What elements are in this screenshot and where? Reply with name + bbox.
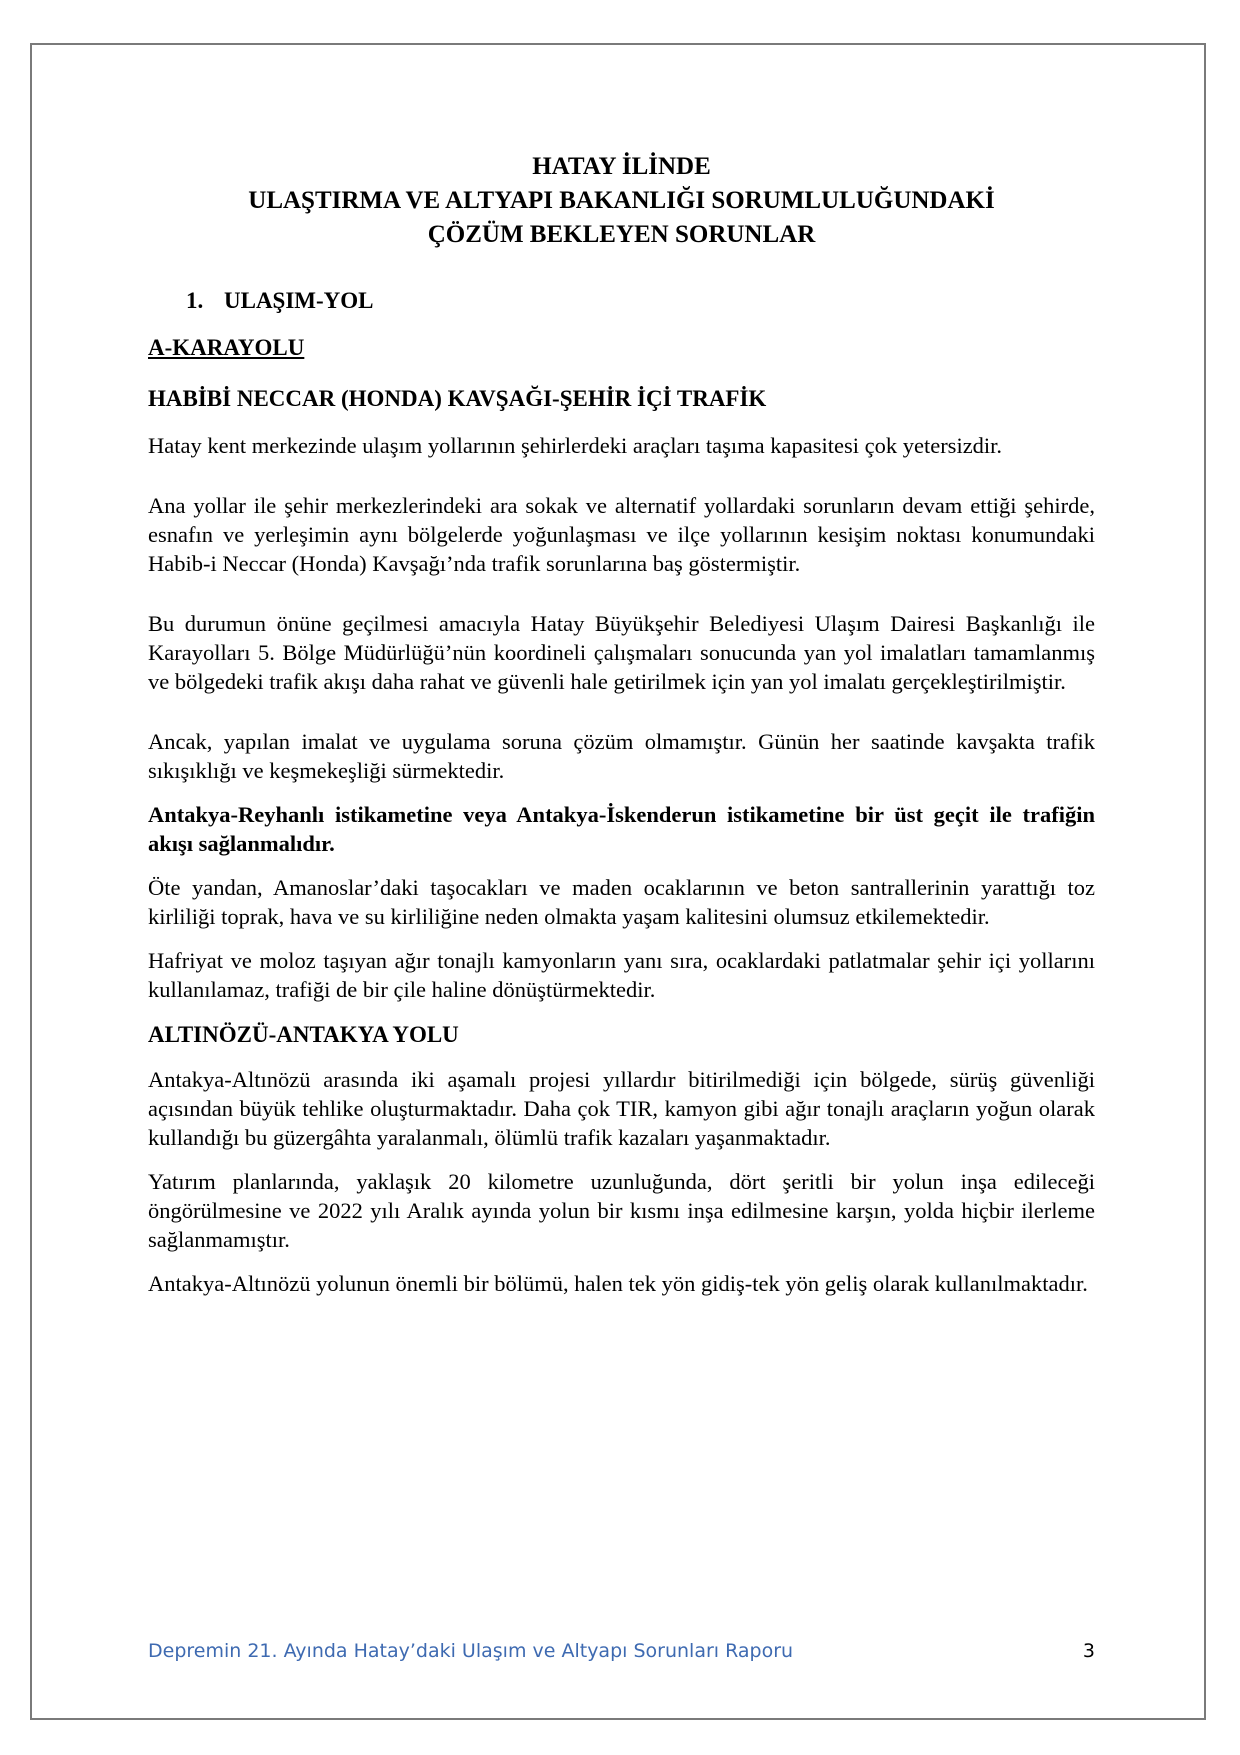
bold-recommendation: Antakya-Reyhanlı istikametine veya Antakya-İskenderun istikametine bir üst geçit ile trafiğin akışı sağlanmalıdır. <box>148 802 1095 856</box>
heading-honda-junction: HABİBİ NECCAR (HONDA) KAVŞAĞI-ŞEHİR İÇİ TRAFİK <box>148 386 767 411</box>
document-body <box>148 150 1095 1298</box>
paragraph: Yatırım planlarında, yaklaşık 20 kilometre uzunluğunda, dört şeritli bir yolun inşa edileceği öngörülmesine ve 2022 yılı Aralık ayında yolun bir kısmı inşa edilmesine karşın, yolda hiçbir ilerleme sağlanmamıştır. <box>148 1169 1095 1252</box>
paragraph: Hafriyat ve moloz taşıyan ağır tonajlı kamyonların yanı sıra, ocaklardaki patlatmalar şehir içi yollarını kullanılamaz, trafiği de bir çile haline dönüştürmektedir. <box>148 948 1095 1002</box>
subsection-heading: A-KARAYOLU <box>148 335 305 360</box>
footer-title: Depremin 21. Ayında Hatay’daki Ulaşım ve Altyapı Sorunları Raporu <box>148 1640 794 1662</box>
title-line-2: ULAŞTIRMA VE ALTYAPI BAKANLIĞI SORUMLULUĞUNDAKİ <box>248 187 995 214</box>
section-label: ULAŞIM-YOL <box>224 288 374 313</box>
paragraph: Ancak, yapılan imalat ve uygulama soruna çözüm olmamıştır. Günün her saatinde kavşakta trafik sıkışıklığı ve keşmekeşliği sürmektedir. <box>148 729 1095 783</box>
title-line-1: HATAY İLİNDE <box>532 153 711 180</box>
paragraph: Öte yandan, Amanoslar’daki taşocakları ve maden ocaklarının ve beton santrallerinin yarattığı toz kirliliği toprak, hava ve su kirliliğine neden olmakta yaşam kalitesini olumsuz etkilemektedir. <box>148 875 1095 929</box>
title-line-3: ÇÖZÜM BEKLEYEN SORUNLAR <box>427 221 816 248</box>
heading-altinozu-road: ALTINÖZÜ-ANTAKYA YOLU <box>148 1022 459 1047</box>
section-heading <box>186 286 1095 315</box>
paragraph: Ana yollar ile şehir merkezlerindeki ara sokak ve alternatif yollardaki sorunların devam ettiği şehirde, esnafın ve yerleşimin aynı bölgelerde yoğunlaşması ve ilçe yollarının kesişim noktası konumundaki Habib-i Neccar (Honda) Kavşağı’nda trafik sorunlarına baş göstermiştir. <box>148 493 1095 576</box>
paragraph: Antakya-Altınözü arasında iki aşamalı projesi yıllardır bitirilmediği için bölgede, sürüş güvenliği açısından büyük tehlike oluşturmaktadır. Daha çok TIR, kamyon gibi ağır tonajlı araçların yoğun olarak kullandığı bu güzergâhta yaralanmalı, ölümlü trafik kazaları yaşanmaktadır. <box>148 1067 1095 1150</box>
paragraph: Bu durumun önüne geçilmesi amacıyla Hatay Büyükşehir Belediyesi Ulaşım Dairesi Başkanlığı ile Karayolları 5. Bölge Müdürlüğü’nün koordineli çalışmaları sonucunda yan yol imalatları tamamlanmış ve bölgedeki trafik akışı daha rahat ve güvenli hale getirilmek için yan yol imalatı gerçekleştirilmiştir. <box>148 611 1095 694</box>
paragraph: Antakya-Altınözü yolunun önemli bir bölümü, halen tek yön gidiş-tek yön geliş olarak kullanılmaktadır. <box>148 1271 1088 1296</box>
document-title <box>148 150 1095 252</box>
section-number: 1. <box>186 288 204 313</box>
page-number: 3 <box>1082 1640 1095 1662</box>
paragraph: Hatay kent merkezinde ulaşım yollarının şehirlerdeki araçları taşıma kapasitesi çok yetersizdir. <box>148 433 1003 458</box>
page-footer <box>148 1640 1095 1662</box>
